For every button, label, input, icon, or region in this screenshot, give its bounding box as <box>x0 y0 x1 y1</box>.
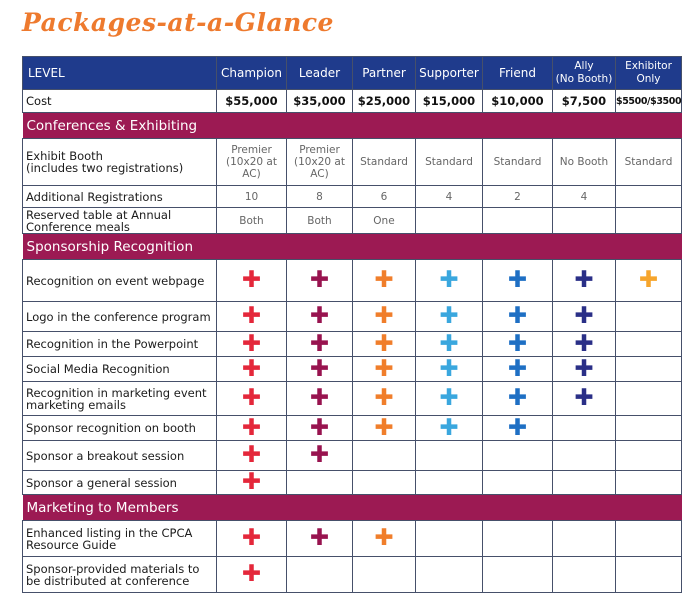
breakout-session-friend <box>483 441 553 471</box>
breakout-session-row <box>23 441 682 471</box>
plus-icon: ✚ <box>309 525 330 551</box>
header-exhibitor-line2: Only <box>636 73 661 85</box>
enhanced-listing-friend <box>483 521 553 557</box>
booth-recognition-ally <box>553 416 616 441</box>
cost-partner: $25,000 <box>353 90 416 113</box>
booth-partner: Standard <box>353 139 416 186</box>
registrations-row <box>23 186 682 208</box>
header-exhibitor <box>616 57 682 90</box>
booth-recognition-label: Sponsor recognition on booth <box>23 416 217 441</box>
marketing-emails-label-line2: marketing emails <box>26 397 126 412</box>
logo-program-exhibitor <box>616 302 682 332</box>
booth-leader-line1: Premier <box>299 144 340 156</box>
header-exhibitor-line1: Exhibitor <box>625 60 672 72</box>
logo-program-partner <box>353 302 416 332</box>
recognition-powerpoint-ally <box>553 332 616 357</box>
materials-label-line1: Sponsor-provided materials to <box>26 561 200 576</box>
plus-icon: ✚ <box>574 303 594 329</box>
logo-program-row <box>23 302 682 332</box>
general-session-supporter <box>416 471 483 495</box>
marketing-emails-label <box>23 382 217 416</box>
recognition-powerpoint-champion <box>217 332 287 357</box>
registrations-ally: 4 <box>553 186 616 208</box>
logo-program-champion <box>217 302 287 332</box>
plus-icon: ✚ <box>507 385 528 411</box>
header-ally-line1: Ally <box>574 60 594 72</box>
logo-program-supporter <box>416 302 483 332</box>
recognition-powerpoint-supporter <box>416 332 483 357</box>
plus-icon: ✚ <box>439 385 459 411</box>
recognition-webpage-label: Recognition on event webpage <box>23 260 217 302</box>
section-row-conferences <box>23 113 682 139</box>
plus-icon: ✚ <box>309 414 330 441</box>
plus-icon: ✚ <box>374 525 394 551</box>
plus-icon: ✚ <box>309 267 330 293</box>
section-row-marketing <box>23 495 682 521</box>
recognition-powerpoint-leader <box>287 332 353 357</box>
cost-supporter: $15,000 <box>416 90 483 113</box>
header-ally-line2: (No Booth) <box>555 73 613 85</box>
marketing-emails-friend <box>483 382 553 416</box>
plus-icon: ✚ <box>309 385 330 411</box>
plus-icon: ✚ <box>374 414 394 441</box>
marketing-emails-supporter <box>416 382 483 416</box>
materials-row <box>23 557 682 593</box>
recognition-webpage-ally <box>553 260 616 302</box>
cost-label: Cost <box>23 90 217 113</box>
materials-supporter <box>416 557 483 593</box>
general-session-ally <box>553 471 616 495</box>
section-title-sponsorship: Sponsorship Recognition <box>23 234 682 260</box>
registrations-partner: 6 <box>353 186 416 208</box>
registrations-label: Additional Registrations <box>23 186 217 208</box>
reserved-partner: One <box>353 208 416 234</box>
header-ally <box>553 57 616 90</box>
booth-supporter: Standard <box>416 139 483 186</box>
reserved-leader: Both <box>287 208 353 234</box>
plus-icon: ✚ <box>507 330 528 357</box>
plus-icon: ✚ <box>374 330 394 357</box>
logo-program-friend <box>483 302 553 332</box>
general-session-partner <box>353 471 416 495</box>
breakout-session-supporter <box>416 441 483 471</box>
booth-recognition-partner <box>353 416 416 441</box>
booth-champion-line3: AC) <box>242 168 261 180</box>
plus-icon: ✚ <box>241 561 262 587</box>
materials-partner <box>353 557 416 593</box>
logo-program-label: Logo in the conference program <box>23 302 217 332</box>
breakout-session-exhibitor <box>616 441 682 471</box>
breakout-session-label: Sponsor a breakout session <box>23 441 217 471</box>
marketing-emails-ally <box>553 382 616 416</box>
breakout-session-partner <box>353 441 416 471</box>
plus-icon: ✚ <box>439 330 459 357</box>
recognition-webpage-leader <box>287 260 353 302</box>
plus-icon: ✚ <box>507 355 528 382</box>
plus-icon: ✚ <box>574 355 594 382</box>
booth-recognition-champion <box>217 416 287 441</box>
social-media-row <box>23 357 682 382</box>
section-title-marketing: Marketing to Members <box>23 495 682 521</box>
header-row <box>23 57 682 90</box>
reserved-friend <box>483 208 553 234</box>
header-friend: Friend <box>483 57 553 90</box>
materials-ally <box>553 557 616 593</box>
booth-recognition-friend <box>483 416 553 441</box>
reserved-ally <box>553 208 616 234</box>
enhanced-listing-label <box>23 521 217 557</box>
page-title: Packages-at-a-Glance <box>22 8 334 37</box>
plus-icon: ✚ <box>241 355 262 382</box>
plus-icon: ✚ <box>374 385 394 411</box>
plus-icon: ✚ <box>507 267 528 293</box>
plus-icon: ✚ <box>574 267 594 293</box>
recognition-webpage-row <box>23 260 682 302</box>
registrations-friend: 2 <box>483 186 553 208</box>
enhanced-listing-label-line2: Resource Guide <box>26 537 117 552</box>
recognition-powerpoint-partner <box>353 332 416 357</box>
booth-label-line1: Exhibit Booth <box>26 149 103 163</box>
general-session-exhibitor <box>616 471 682 495</box>
breakout-session-leader <box>287 441 353 471</box>
enhanced-listing-ally <box>553 521 616 557</box>
plus-icon: ✚ <box>439 267 459 293</box>
cost-friend: $10,000 <box>483 90 553 113</box>
registrations-supporter: 4 <box>416 186 483 208</box>
cost-leader: $35,000 <box>287 90 353 113</box>
cost-ally: $7,500 <box>553 90 616 113</box>
enhanced-listing-leader <box>287 521 353 557</box>
logo-program-ally <box>553 302 616 332</box>
general-session-label: Sponsor a general session <box>23 471 217 495</box>
booth-recognition-supporter <box>416 416 483 441</box>
social-media-ally <box>553 357 616 382</box>
reserved-supporter <box>416 208 483 234</box>
breakout-session-champion <box>217 441 287 471</box>
marketing-emails-row <box>23 382 682 416</box>
header-partner: Partner <box>353 57 416 90</box>
plus-icon: ✚ <box>507 414 528 441</box>
materials-leader <box>287 557 353 593</box>
plus-icon: ✚ <box>374 303 394 329</box>
materials-champion <box>217 557 287 593</box>
plus-icon: ✚ <box>241 330 262 357</box>
reserved-label <box>23 208 217 234</box>
booth-row <box>23 139 682 186</box>
reserved-label-line2: Conference meals <box>26 219 130 234</box>
plus-icon: ✚ <box>374 267 394 293</box>
enhanced-listing-champion <box>217 521 287 557</box>
plus-icon: ✚ <box>241 303 262 329</box>
social-media-exhibitor <box>616 357 682 382</box>
section-title-conferences: Conferences & Exhibiting <box>23 113 682 139</box>
header-supporter: Supporter <box>416 57 483 90</box>
plus-icon: ✚ <box>439 303 459 329</box>
registrations-champion: 10 <box>217 186 287 208</box>
plus-icon: ✚ <box>309 355 330 382</box>
general-session-leader <box>287 471 353 495</box>
plus-icon: ✚ <box>241 442 262 468</box>
enhanced-listing-supporter <box>416 521 483 557</box>
cost-champion: $55,000 <box>217 90 287 113</box>
header-level: LEVEL <box>23 57 217 90</box>
reserved-exhibitor <box>616 208 682 234</box>
social-media-partner <box>353 357 416 382</box>
materials-label-line2: be distributed at conference <box>26 573 190 588</box>
booth-label-line2: (includes two registrations) <box>26 161 184 175</box>
plus-icon: ✚ <box>309 303 330 329</box>
booth-recognition-exhibitor <box>616 416 682 441</box>
plus-icon: ✚ <box>241 267 262 293</box>
plus-icon: ✚ <box>574 330 594 357</box>
booth-leader-line2: (10x20 at AC) <box>294 156 345 180</box>
materials-exhibitor <box>616 557 682 593</box>
enhanced-listing-label-line1: Enhanced listing in the CPCA <box>26 525 193 540</box>
social-media-leader <box>287 357 353 382</box>
booth-label <box>23 139 217 186</box>
recognition-powerpoint-label: Recognition in the Powerpoint <box>23 332 217 357</box>
cost-exhibitor: $5500/$3500 <box>616 90 682 113</box>
marketing-emails-champion <box>217 382 287 416</box>
general-session-row <box>23 471 682 495</box>
recognition-webpage-exhibitor <box>616 260 682 302</box>
materials-friend <box>483 557 553 593</box>
booth-champion-line1: Premier <box>231 144 272 156</box>
registrations-exhibitor <box>616 186 682 208</box>
marketing-emails-label-line1: Recognition in marketing event <box>26 385 207 400</box>
booth-recognition-leader <box>287 416 353 441</box>
reserved-row <box>23 208 682 234</box>
social-media-friend <box>483 357 553 382</box>
marketing-emails-leader <box>287 382 353 416</box>
general-session-friend <box>483 471 553 495</box>
plus-icon: ✚ <box>507 303 528 329</box>
booth-ally: No Booth <box>553 139 616 186</box>
social-media-supporter <box>416 357 483 382</box>
plus-icon: ✚ <box>309 330 330 357</box>
logo-program-leader <box>287 302 353 332</box>
plus-icon: ✚ <box>439 414 459 441</box>
header-champion: Champion <box>217 57 287 90</box>
header-leader: Leader <box>287 57 353 90</box>
plus-icon: ✚ <box>241 525 262 551</box>
plus-icon: ✚ <box>241 385 262 411</box>
booth-leader <box>287 139 353 186</box>
reserved-champion: Both <box>217 208 287 234</box>
packages-table <box>22 56 682 593</box>
enhanced-listing-row <box>23 521 682 557</box>
reserved-label-line1: Reserved table at Annual <box>26 207 172 222</box>
plus-icon: ✚ <box>309 442 330 468</box>
social-media-champion <box>217 357 287 382</box>
registrations-leader: 8 <box>287 186 353 208</box>
enhanced-listing-partner <box>353 521 416 557</box>
booth-exhibitor: Standard <box>616 139 682 186</box>
booth-recognition-row <box>23 416 682 441</box>
recognition-webpage-champion <box>217 260 287 302</box>
recognition-webpage-partner <box>353 260 416 302</box>
booth-friend: Standard <box>483 139 553 186</box>
section-row-sponsorship <box>23 234 682 260</box>
plus-icon: ✚ <box>241 414 262 441</box>
enhanced-listing-exhibitor <box>616 521 682 557</box>
recognition-powerpoint-exhibitor <box>616 332 682 357</box>
breakout-session-ally <box>553 441 616 471</box>
general-session-champion <box>217 471 287 495</box>
recognition-powerpoint-friend <box>483 332 553 357</box>
plus-icon: ✚ <box>374 355 394 382</box>
plus-icon: ✚ <box>439 355 459 382</box>
social-media-label: Social Media Recognition <box>23 357 217 382</box>
plus-icon: ✚ <box>241 469 262 495</box>
plus-icon: ✚ <box>638 267 659 293</box>
cost-row <box>23 90 682 113</box>
marketing-emails-exhibitor <box>616 382 682 416</box>
recognition-powerpoint-row <box>23 332 682 357</box>
booth-champion-line2: (10x20 at <box>226 156 277 168</box>
plus-icon: ✚ <box>574 385 594 411</box>
materials-label <box>23 557 217 593</box>
marketing-emails-partner <box>353 382 416 416</box>
recognition-webpage-supporter <box>416 260 483 302</box>
booth-champion <box>217 139 287 186</box>
recognition-webpage-friend <box>483 260 553 302</box>
